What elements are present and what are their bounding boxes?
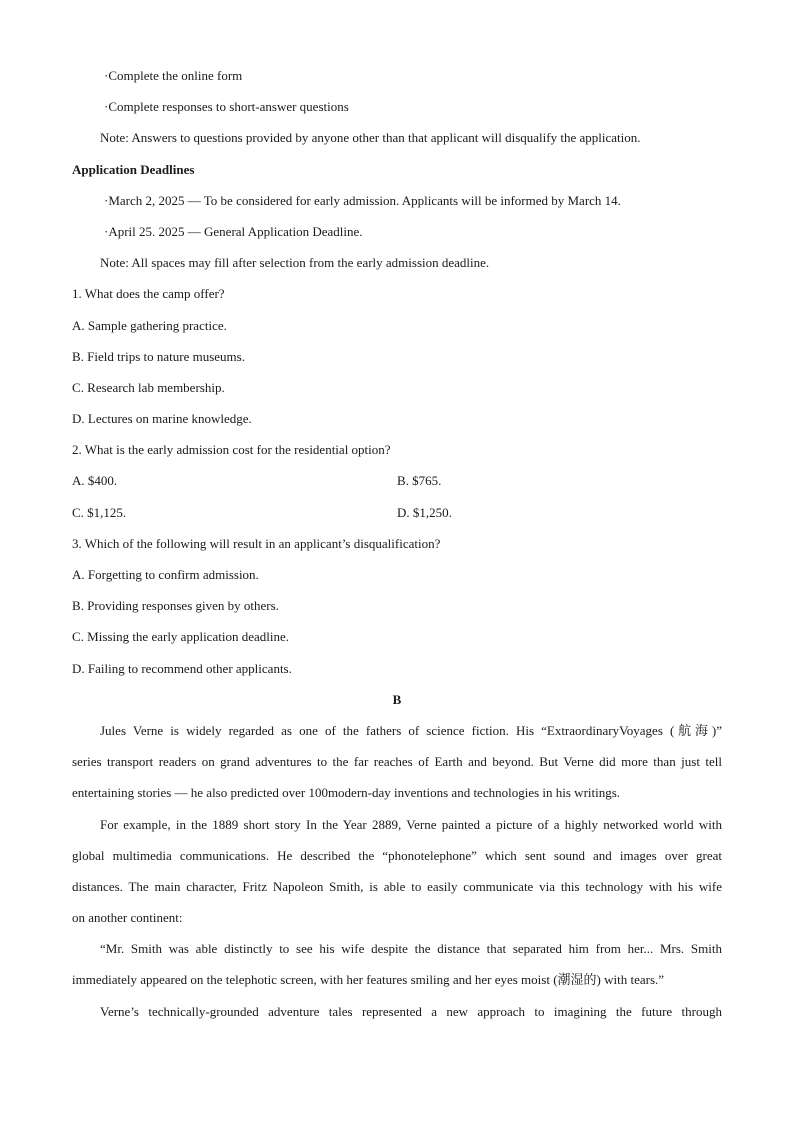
section-heading-deadlines: Application Deadlines bbox=[72, 161, 195, 177]
passage-line: on another continent: bbox=[72, 910, 183, 926]
passage-line: Jules Verne is widely regarded as one of the fathers of science fiction. His “ExtraordinaryVoyages (航海)” bbox=[100, 722, 722, 738]
option: C. Missing the early application deadline. bbox=[72, 629, 289, 645]
option: B. Providing responses given by others. bbox=[72, 598, 279, 614]
passage-line: entertaining stories — he also predicted over 100modern-day inventions and technologies in his writings. bbox=[72, 785, 621, 801]
passage-line: distances. The main character, Fritz Napoleon Smith, is able to easily communicate via this technology with his wife bbox=[72, 878, 722, 894]
question-stem: 1. What does the camp offer? bbox=[72, 286, 225, 302]
note-disqualify: Note: Answers to questions provided by anyone other than that applicant will disqualify the application. bbox=[100, 130, 641, 146]
option: B. Field trips to nature museums. bbox=[72, 348, 245, 364]
option: C. Research lab membership. bbox=[72, 379, 225, 395]
passage-line: immediately appeared on the telephotic screen, with her features smiling and her eyes moist (潮湿的) with tears.” bbox=[72, 972, 665, 988]
option: A. Sample gathering practice. bbox=[72, 317, 227, 333]
note-spaces: Note: All spaces may fill after selection from the early admission deadline. bbox=[100, 255, 490, 271]
option: C. $1,125. bbox=[72, 504, 127, 520]
option: D. Failing to recommend other applicants. bbox=[72, 660, 292, 676]
option: A. $400. bbox=[72, 473, 118, 489]
question-stem: 2. What is the early admission cost for the residential option? bbox=[72, 442, 391, 458]
question-stem: 3. Which of the following will result in an applicant’s disqualification? bbox=[72, 535, 441, 551]
passage-line: series transport readers on grand adventures to the far reaches of Earth and beyond. But Verne did more than just tell bbox=[72, 754, 722, 770]
option-row bbox=[72, 497, 722, 528]
passage-line: global multimedia communications. He described the “phonotelephone” which sent sound and images over great bbox=[72, 847, 722, 863]
document-page bbox=[72, 60, 722, 1027]
list-item: ·Complete responses to short-answer questions bbox=[104, 99, 349, 115]
deadline-item: ·April 25. 2025 — General Application Deadline. bbox=[104, 223, 363, 239]
passage-line: For example, in the 1889 short story In the Year 2889, Verne painted a picture of a highly networked world with bbox=[100, 816, 722, 832]
option: D. $1,250. bbox=[397, 504, 452, 520]
option: B. $765. bbox=[397, 473, 442, 489]
option-row bbox=[72, 465, 722, 496]
passage-line: “Mr. Smith was able distinctly to see his wife despite the distance that separated him from her... Mrs. Smith bbox=[100, 941, 722, 957]
list-item: ·Complete the online form bbox=[104, 68, 243, 83]
passage-line: Verne’s technically-grounded adventure tales represented a new approach to imagining the future through bbox=[100, 1003, 722, 1019]
section-b-title: B bbox=[392, 691, 402, 707]
deadline-item: ·March 2, 2025 — To be considered for early admission. Applicants will be informed by March 14. bbox=[104, 192, 621, 208]
option: D. Lectures on marine knowledge. bbox=[72, 411, 252, 427]
option: A. Forgetting to confirm admission. bbox=[72, 567, 259, 582]
